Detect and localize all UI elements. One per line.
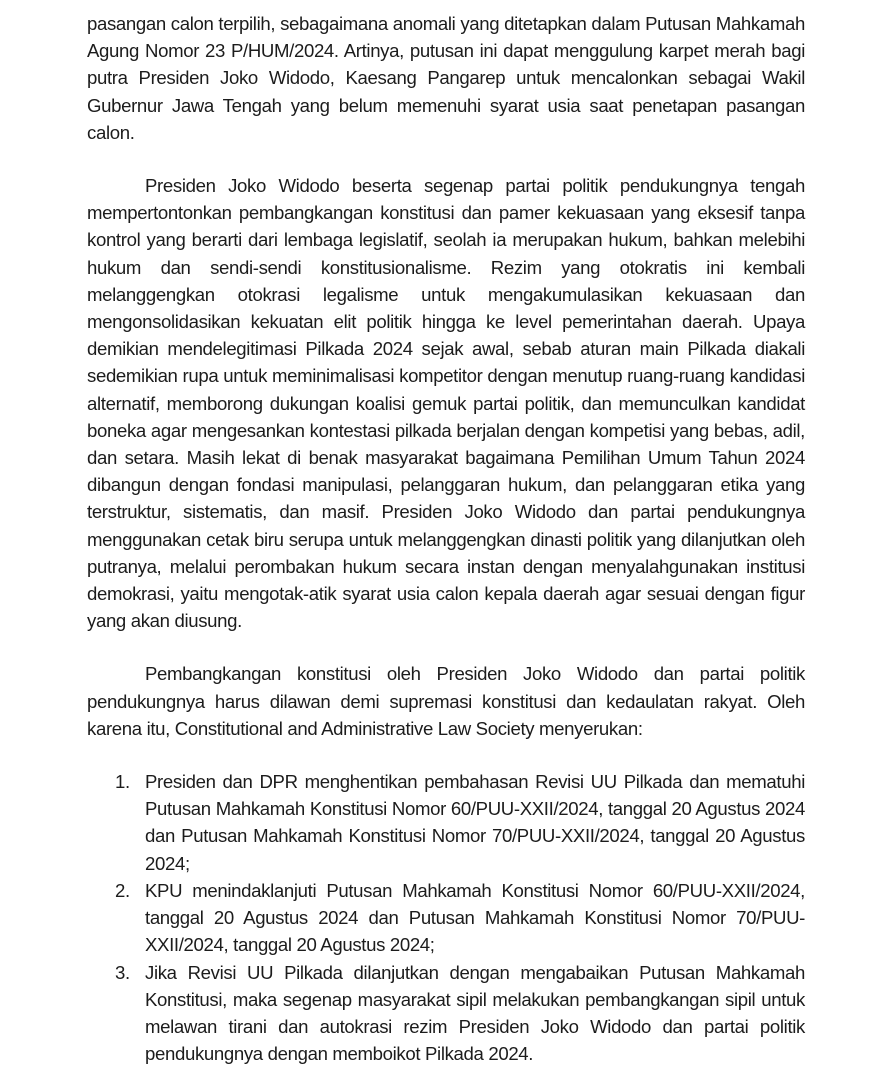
demands-list	[87, 768, 805, 1067]
demand-number: 2.	[115, 877, 130, 904]
demand-item	[87, 959, 805, 1067]
document-page	[87, 10, 805, 1067]
paragraph-spacer	[87, 742, 805, 768]
paragraph-continuation: pasangan calon terpilih, sebagaimana anomali yang ditetapkan dalam Putusan Mahkamah Agung Nomor 23 P/HUM/2024. Artinya, putusan ini dapat menggulung karpet merah bagi putra Presiden Joko Widodo, Kaesang Pangarep untuk mencalonkan sebagai Wakil Gubernur Jawa Tengah yang belum memenuhi syarat usia saat penetapan pasangan calon.	[87, 10, 805, 146]
demand-item	[87, 768, 805, 877]
paragraph-spacer	[87, 634, 805, 660]
demand-text: Jika Revisi UU Pilkada dilanjutkan dengan mengabaikan Putusan Mahkamah Konstitusi, maka segenap masyarakat sipil melakukan pembangkangan sipil untuk melawan tirani dan autokrasi rezim Presiden Joko Widodo dan partai politik pendukungnya dengan memboikot Pilkada 2024.	[145, 959, 805, 1067]
demand-number: 3.	[115, 959, 130, 986]
paragraph-spacer	[87, 146, 805, 172]
demand-text: Presiden dan DPR menghentikan pembahasan Revisi UU Pilkada dan mematuhi Putusan Mahkamah Konstitusi Nomor 60/PUU-XXII/2024, tanggal 20 Agustus 2024 dan Putusan Mahkamah Konstitusi Nomor 70/PUU-XXII/2024, tanggal 20 Agustus 2024;	[145, 768, 805, 877]
paragraph-call-to-action: Pembangkangan konstitusi oleh Presiden Joko Widodo dan partai politik pendukungnya harus dilawan demi supremasi konstitusi dan kedaulatan rakyat. Oleh karena itu, Constitutional and Administrative Law Society menyerukan:	[87, 660, 805, 742]
demand-text: KPU menindaklanjuti Putusan Mahkamah Konstitusi Nomor 60/PUU-XXII/2024, tanggal 20 Agustus 2024 dan Putusan Mahkamah Konstitusi Nomor 70/PUU-XXII/2024, tanggal 20 Agustus 2024;	[145, 877, 805, 959]
demand-number: 1.	[115, 768, 130, 795]
paragraph-constitutional-defiance: Presiden Joko Widodo beserta segenap partai politik pendukungnya tengah mempertontonkan pembangkangan konstitusi dan pamer kekuasaan yang eksesif tanpa kontrol yang berarti dari lembaga legislatif, seolah ia merupakan hukum, bahkan melebihi hukum dan sendi-sendi konstitusionalisme. Rezim yang otokratis ini kembali melanggengkan otokrasi legalisme untuk mengakumulasikan kekuasaan dan mengonsolidasikan kekuatan elit politik hingga ke level pemerintahan daerah. Upaya demikian mendelegitimasi Pilkada 2024 sejak awal, sebab aturan main Pilkada diakali sedemikian rupa untuk meminimalisasi kompetitor dengan menutup ruang-ruang kandidasi alternatif, memborong dukungan koalisi gemuk partai politik, dan memunculkan kandidat boneka agar mengesankan kontestasi pilkada berjalan dengan kompetisi yang bebas, adil, dan setara. Masih lekat di benak masyarakat bagaimana Pemilihan Umum Tahun 2024 dibangun dengan fondasi manipulasi, pelanggaran hukum, dan pelanggaran etika yang terstruktur, sistematis, dan masif. Presiden Joko Widodo dan partai pendukungnya menggunakan cetak biru serupa untuk melanggengkan dinasti politik yang dilanjutkan oleh putranya, melalui perombakan hukum secara instan dengan menyalahgunakan institusi demokrasi, yaitu mengotak-atik syarat usia calon kepala daerah agar sesuai dengan figur yang akan diusung.	[87, 172, 805, 634]
demand-item	[87, 877, 805, 959]
